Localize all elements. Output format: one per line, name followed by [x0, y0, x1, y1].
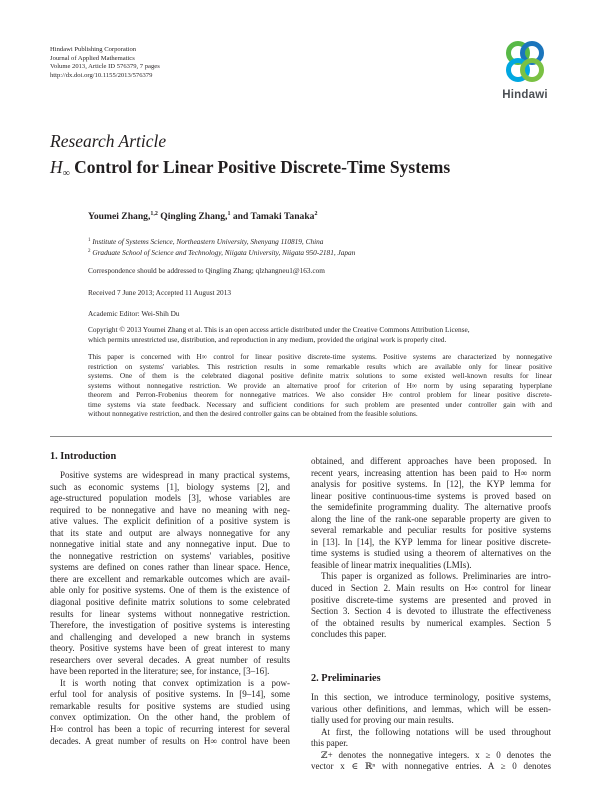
- text-line: able only for positive systems. One of them is the existence of: [50, 585, 290, 596]
- text-line: systems are defined on cones rather than linear space. Hence,: [50, 562, 290, 573]
- abstract: [88, 352, 552, 419]
- text-line: age-structured population models [3], whose variables are: [50, 493, 290, 504]
- text-line: there are excellent and remarkable outcomes which are avail-: [50, 573, 290, 584]
- affiliation-2: $^2$ Graduate School of Science and Technology, Niigata University, Niigata 950-2181, Japan: [88, 247, 356, 257]
- journal-name: Journal of Applied Mathematics: [50, 54, 135, 62]
- text-line: convex optimization. On the other hand, the problem of: [50, 712, 290, 723]
- publisher-name: Hindawi Publishing Corporation: [50, 46, 137, 53]
- text-line: such as economic systems [1], biology systems [2], and: [50, 481, 290, 492]
- abstract-line: This paper is concerned with H∞ control for linear positive discrete-time systems. Positive systems are characterized by nonnegative: [88, 352, 552, 361]
- doi-link[interactable]: http://dx.doi.org/10.1155/2013/576379: [50, 71, 153, 79]
- text-line: This paper is organized as follows. Preliminaries are intro-: [321, 571, 551, 582]
- section-heading-introduction: 1. Introduction: [50, 451, 117, 462]
- text-line: duced in Section 2. Main results on H∞ control for linear: [311, 583, 551, 594]
- text-line: Section 3. Section 4 is devoted to illustrate the effectiveness: [311, 606, 551, 617]
- text-line: decades. A great number of results on H∞ control have been: [50, 735, 290, 746]
- text-line: and challenging and developed a new branch in systems: [50, 631, 290, 642]
- text-line: this paper.: [311, 738, 348, 749]
- hindawi-logo: [494, 40, 556, 102]
- affiliations: [88, 236, 552, 257]
- text-line: Positive systems are widespread in many practical systems,: [60, 470, 290, 480]
- text-line: required to be nonnegative and have no meaning with neg-: [50, 504, 290, 515]
- received-accepted-dates: Received 7 June 2013; Accepted 11 August 2013: [88, 288, 232, 297]
- text-line: feasible of linear matrix inequalities (LMIs).: [311, 559, 472, 570]
- body-column-left: [50, 470, 290, 747]
- text-line: It is worth noting that convex optimization is a pow-: [60, 677, 290, 688]
- text-line: erful tool for analysis of positive systems. In [9–14], some: [50, 689, 290, 700]
- hindawi-rings-icon: [503, 40, 547, 86]
- abstract-line: systems. One of them is the celebrated diagonal positive definite matrix solutions to some existed well-known results for linear: [88, 371, 552, 381]
- text-line: At first, the following notations will be used throughout: [321, 726, 551, 737]
- text-line: ative values. The explicit definition of a positive system is: [50, 516, 290, 527]
- author-list: Youmei Zhang,$^{1,2}$ Qingling Zhang,$^1$ and Tamaki Tanaka$^2$: [88, 211, 318, 222]
- text-line: time systems is studied using a theorem of alternatives on the: [311, 548, 551, 559]
- text-line: that its state and output are always nonnegative for any: [50, 527, 290, 538]
- text-line: remarkable results for positive systems are studied using: [50, 700, 290, 711]
- volume-info: Volume 2013, Article ID 576379, 7 pages: [50, 63, 160, 71]
- abstract-line: without nonnegative restriction, and then the desired controller gains can be obtained from the feasible solutions.: [88, 409, 418, 419]
- text-line: results for linear systems without nonnegative restriction.: [50, 608, 290, 619]
- text-line: various other definitions, and lemmas, which will be essen-: [311, 703, 551, 714]
- logo-wordmark: Hindawi: [502, 89, 548, 101]
- text-line: nonnegative initial state and any nonnegative input. Due to: [50, 539, 290, 550]
- text-line: in [13]. In [14], the KYP lemma for linear positive discrete-: [311, 536, 551, 547]
- body-column-right-top: [311, 456, 551, 641]
- article-type: Research Article: [50, 131, 167, 151]
- text-line: the semidefinite programming duality. The alternative proofs: [311, 502, 551, 513]
- text-line: Therefore, the investigation of positive systems is interesting: [50, 620, 290, 631]
- abstract-line: theorem and Perron-Frobenius theorem for nonnegative matrices. We also consider H∞ control problem for linear positive discrete-: [88, 390, 552, 400]
- section-heading-preliminaries: 2. Preliminaries: [311, 673, 381, 684]
- affiliation-1: $^1$ Institute of Systems Science, Northeastern University, Shenyang 110819, China: [88, 237, 324, 246]
- text-line: linear positive continuous-time systems is proved based on: [311, 490, 551, 501]
- body-column-right-bottom: [311, 692, 551, 773]
- text-line: researchers over several decades. A great number of results: [50, 654, 290, 665]
- journal-header: [50, 46, 160, 80]
- correspondence: Correspondence should be addressed to Qingling Zhang; qlzhangneu1@163.com: [88, 266, 325, 275]
- copyright-notice: Copyright © 2013 Youmei Zhang et al. This is an open access article distributed under the Creative Commons Attribution License, which permits unrestricted use, distribution, and reproduction in any medium, provided the original work is properly cited.: [88, 325, 470, 344]
- text-line: In this section, we introduce terminology, positive systems,: [311, 692, 551, 702]
- text-line: along the line of the rank-one separable property are given to: [311, 513, 551, 524]
- text-line: H∞ control has been a topic of recurring interest for several: [50, 724, 290, 735]
- text-line: have been reported in the literature; see, for instance, [3–16].: [50, 666, 270, 677]
- abstract-divider: [50, 436, 552, 437]
- text-line: the nonnegative restriction on systems' variables, positive: [50, 550, 290, 561]
- paper-title: $H_\infty$ Control for Linear Positive Discrete-Time Systems: [50, 157, 451, 179]
- text-line: vector x ∈ ℝⁿ with nonnegative entries. A ≥ 0 denotes: [311, 761, 551, 772]
- text-line: recent years, increasing attention has been paid to H∞ norm: [311, 467, 551, 478]
- text-line: of the obtained results by numerical examples. Section 5: [311, 617, 551, 628]
- text-line: positive discrete-time systems are presented and proved in: [311, 594, 551, 605]
- text-line: theory. Positive systems have been of great interest to many: [50, 643, 290, 654]
- text-line: several remarkable and peculiar results for positive systems: [311, 525, 551, 536]
- abstract-line: time systems via state feedback. Necessary and sufficient conditions for such problem are presented under controller gain with and: [88, 399, 552, 409]
- text-line: obtained, and different approaches have been proposed. In: [311, 456, 551, 466]
- text-line: concludes this paper.: [311, 629, 387, 640]
- abstract-line: systems without nonnegative restriction. We provide an alternative proof for criterion of H∞ norm by using separating hyperplane: [88, 380, 552, 390]
- text-line: analysis for positive systems. In [12], the KYP lemma for: [311, 479, 551, 490]
- text-line: tially used for proving our main results.: [311, 715, 454, 726]
- academic-editor: Academic Editor: Wei-Shih Du: [88, 309, 180, 318]
- text-line: diagonal positive definite matrix solutions to some celebrated: [50, 597, 290, 608]
- abstract-line: restriction on systems' variables. This restriction results in some remarkable results which are available only for linear positive: [88, 361, 552, 371]
- text-line: ℤ+ denotes the nonnegative integers. x ≥ 0 denotes the: [321, 749, 551, 760]
